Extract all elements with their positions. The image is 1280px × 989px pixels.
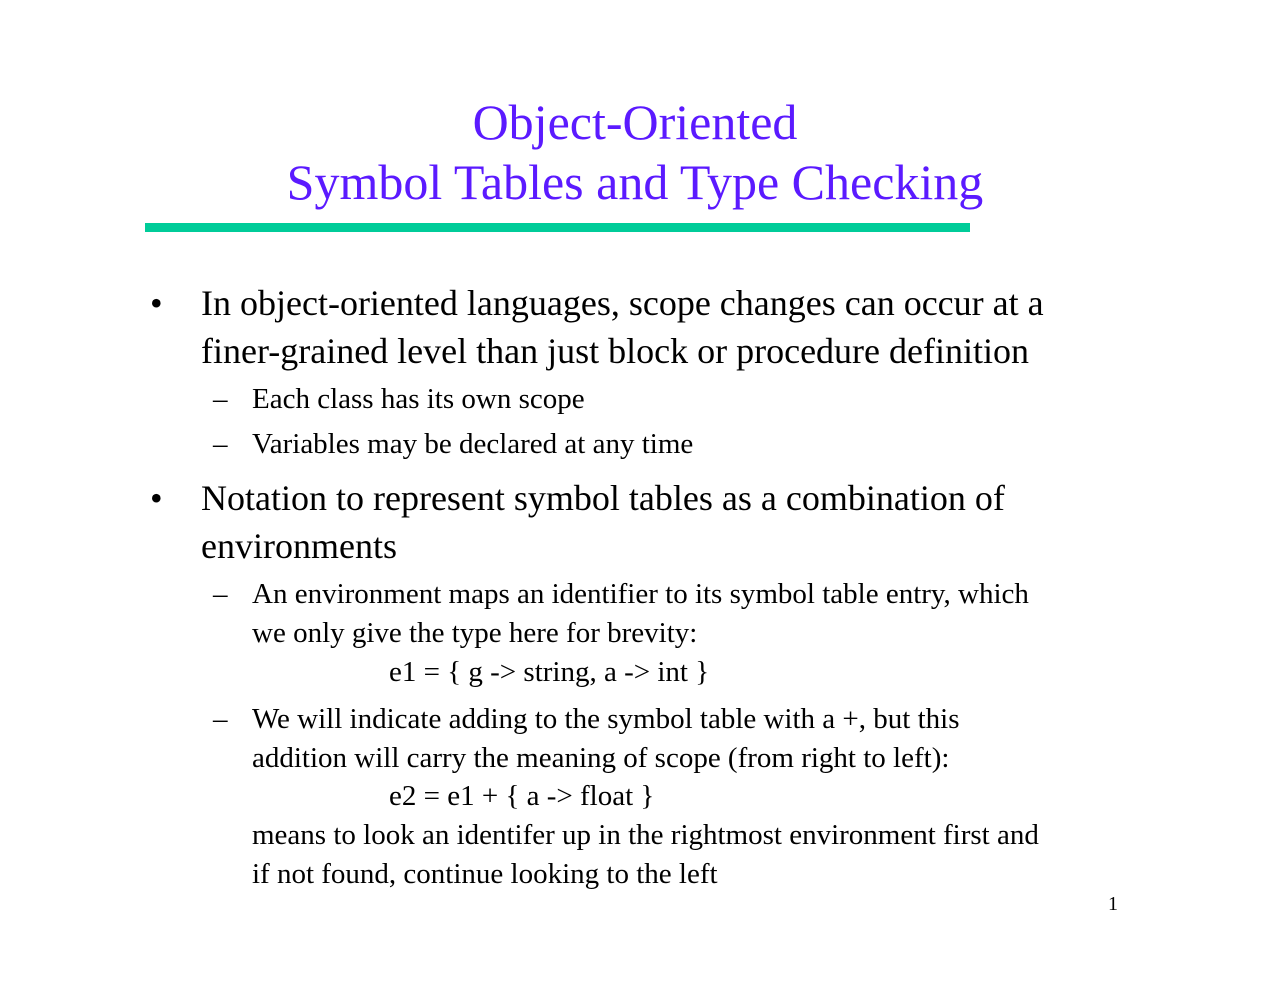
explanation-line-2: if not found, continue looking to the left bbox=[252, 858, 718, 890]
sub-bullet-2-1-line-2: we only give the type here for brevity: bbox=[252, 617, 698, 649]
sub-bullet-2-2-line-1: We will indicate adding to the symbol table with a +, but this bbox=[252, 703, 960, 735]
dash-marker: – bbox=[213, 428, 228, 460]
bullet-1-line-1: In object-oriented languages, scope changes can occur at a bbox=[201, 283, 1044, 323]
bullet-2-line-1: Notation to represent symbol tables as a combination of bbox=[201, 478, 1005, 518]
slide-title-line-2: Symbol Tables and Type Checking bbox=[286, 154, 984, 210]
sub-bullet-2-2-line-2: addition will carry the meaning of scope (from right to left): bbox=[252, 742, 950, 774]
code-example-e1: e1 = { g -> string, a -> int } bbox=[389, 656, 710, 688]
bullet-2-line-2: environments bbox=[201, 526, 397, 566]
title-underline-rule bbox=[145, 223, 970, 232]
slide-title-line-1: Object-Oriented bbox=[472, 94, 798, 150]
sub-bullet-1-1-text: Each class has its own scope bbox=[252, 383, 585, 415]
slide-title bbox=[0, 92, 1270, 212]
dash-marker: – bbox=[213, 383, 228, 415]
bullet-1-line-2: finer-grained level than just block or procedure definition bbox=[201, 331, 1029, 371]
bullet-marker: • bbox=[150, 478, 163, 518]
sub-bullet-1-2-text: Variables may be declared at any time bbox=[252, 428, 694, 460]
dash-marker: – bbox=[213, 578, 228, 610]
page-number: 1 bbox=[1108, 893, 1118, 915]
dash-marker: – bbox=[213, 703, 228, 735]
explanation-line-1: means to look an identifer up in the rightmost environment first and bbox=[252, 819, 1039, 851]
code-example-e2: e2 = e1 + { a -> float } bbox=[389, 780, 655, 812]
sub-bullet-2-1-line-1: An environment maps an identifier to its symbol table entry, which bbox=[252, 578, 1029, 610]
bullet-marker: • bbox=[150, 283, 163, 323]
